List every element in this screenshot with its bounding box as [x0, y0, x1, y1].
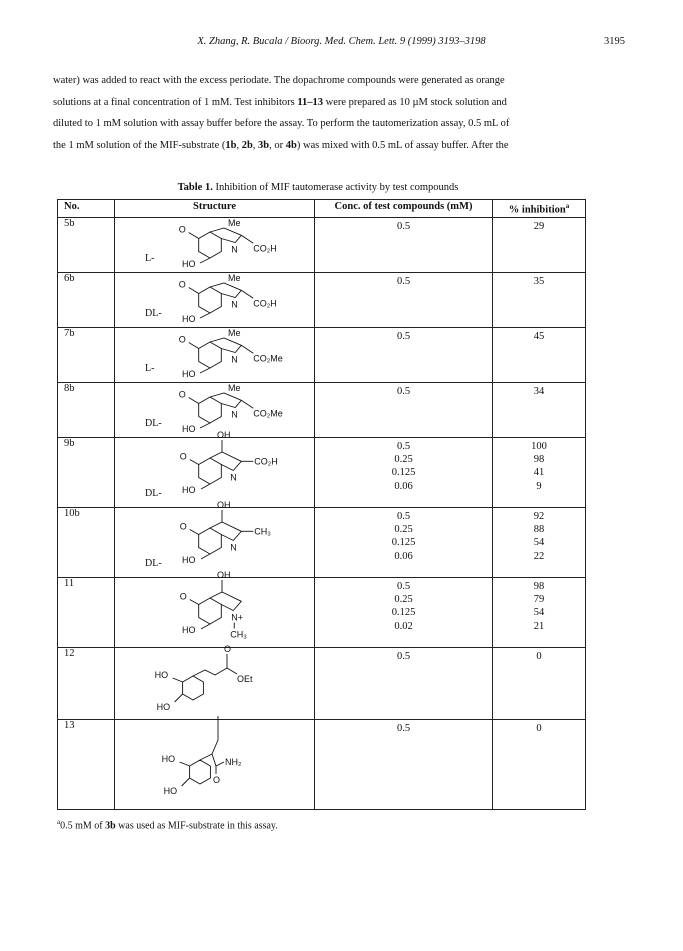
svg-text:Me: Me — [228, 382, 241, 393]
svg-text:O: O — [178, 279, 186, 289]
inhibition-value: 34 — [533, 385, 545, 397]
compound-number: 7b — [58, 327, 115, 382]
conc-value: 0.5 — [396, 510, 411, 522]
compound-structure — [115, 217, 315, 272]
inhibition-value: 21 — [533, 620, 545, 632]
structure-diagram — [115, 328, 313, 379]
compound-number: 6b — [58, 272, 115, 327]
svg-text:L-: L- — [145, 362, 155, 374]
svg-text:DL-: DL- — [145, 307, 162, 319]
svg-text:CO₂H: CO₂H — [254, 455, 278, 466]
inhibition-value: 98 — [533, 453, 545, 465]
structure-diagram — [115, 499, 313, 574]
compound-structure — [115, 499, 315, 577]
conc-value: 0.5 — [396, 580, 411, 592]
inhibition-cell — [493, 437, 586, 507]
inhibition-value: 0 — [536, 722, 542, 734]
col-header-inhibition: % inhibition$^a$ — [493, 200, 586, 218]
structure-diagram — [115, 383, 313, 434]
inhibition-value: 88 — [533, 523, 545, 535]
svg-text:HO: HO — [161, 753, 176, 764]
concentration-cell — [315, 647, 493, 719]
svg-text:HO: HO — [182, 368, 196, 379]
svg-text:CO₂H: CO₂H — [253, 242, 277, 253]
concentration-cell — [315, 719, 493, 809]
concentration-cell — [315, 437, 493, 507]
table-row — [58, 382, 586, 437]
conc-value: 0.5 — [396, 385, 411, 397]
table-header-row — [58, 200, 586, 218]
svg-text:N: N — [231, 299, 238, 309]
svg-text:O: O — [224, 643, 232, 654]
table-row — [58, 272, 586, 327]
svg-text:O: O — [179, 451, 187, 461]
inhibition-cell — [493, 577, 586, 647]
table-row — [58, 647, 586, 719]
svg-text:Me: Me — [228, 272, 241, 283]
inhibition-value: 54 — [533, 607, 545, 619]
svg-text:O: O — [213, 774, 221, 785]
svg-text:O: O — [179, 591, 187, 601]
concentration-cell — [315, 577, 493, 647]
table-caption: Table 1. Inhibition of MIF tautomerase activity by test compounds — [177, 182, 459, 193]
inhibition-value: 54 — [533, 537, 545, 549]
compound-number: 8b — [58, 382, 115, 437]
inhibition-value: 92 — [533, 510, 545, 522]
running-header — [0, 36, 683, 50]
compound-number: 10b — [58, 507, 115, 577]
inhibition-cell — [493, 647, 586, 719]
svg-text:N: N — [231, 409, 238, 419]
conc-value: 0.5 — [396, 650, 411, 662]
inhibition-value: 29 — [533, 220, 545, 232]
compound-structure — [115, 643, 315, 719]
svg-text:N: N — [231, 354, 238, 364]
structure-diagram — [115, 218, 313, 269]
col-header-conc: Conc. of test compounds (mM) — [315, 200, 493, 218]
conc-value: 0.25 — [394, 523, 413, 535]
table-footnote: $^a$0.5 mM of 3b was used as MIF-substrate in this assay. — [57, 818, 278, 832]
compound-structure — [115, 272, 315, 327]
svg-text:Me: Me — [228, 327, 241, 338]
compound-structure — [115, 327, 315, 382]
inhibition-cell — [493, 719, 586, 809]
page-number: 3195 — [604, 36, 625, 47]
conc-value: 0.06 — [394, 480, 413, 492]
svg-text:HO: HO — [182, 313, 196, 324]
svg-text:O: O — [178, 334, 186, 344]
svg-text:CO₂Me: CO₂Me — [253, 407, 283, 418]
table-row — [58, 577, 586, 647]
table-row — [58, 217, 586, 272]
concentration-cell — [315, 327, 493, 382]
compound-structure — [115, 569, 315, 647]
conc-value: 0.125 — [391, 607, 416, 619]
inhibition-value: 100 — [531, 440, 547, 452]
concentration-cell — [315, 507, 493, 577]
table-row — [58, 437, 586, 507]
svg-text:DL-: DL- — [145, 417, 162, 429]
inhibition-value: 35 — [533, 275, 545, 287]
svg-text:CH₃: CH₃ — [230, 629, 247, 639]
compound-number: 13 — [58, 719, 115, 809]
conc-value: 0.125 — [391, 467, 416, 479]
svg-text:N: N — [230, 472, 237, 482]
svg-text:DL-: DL- — [145, 487, 162, 499]
inhibition-value: 98 — [533, 580, 545, 592]
conc-value: 0.25 — [394, 593, 413, 605]
svg-text:OH: OH — [217, 429, 231, 440]
svg-text:HO: HO — [182, 484, 196, 495]
svg-text:OH: OH — [217, 569, 231, 580]
conc-value: 0.5 — [396, 220, 411, 232]
concentration-cell — [315, 272, 493, 327]
inhibition-value: 9 — [536, 480, 542, 492]
conc-value: 0.5 — [396, 275, 411, 287]
svg-text:HO: HO — [163, 785, 178, 796]
table-row — [58, 327, 586, 382]
svg-text:HO: HO — [182, 624, 196, 635]
inhibition-cell — [493, 327, 586, 382]
inhibition-value: 41 — [533, 467, 545, 479]
svg-text:DL-: DL- — [145, 557, 162, 569]
compound-structure — [115, 382, 315, 437]
col-header-structure: Structure — [115, 200, 315, 218]
svg-text:CO₂Me: CO₂Me — [253, 352, 283, 363]
svg-text:OH: OH — [217, 499, 231, 510]
inhibition-cell — [493, 507, 586, 577]
svg-text:N: N — [231, 244, 238, 254]
svg-text:CH₃: CH₃ — [254, 525, 271, 536]
conc-value: 0.5 — [396, 722, 411, 734]
structure-diagram — [115, 429, 313, 504]
compound-number: 12 — [58, 647, 115, 719]
svg-text:NH₂: NH₂ — [225, 756, 242, 767]
svg-text:N+: N+ — [231, 612, 244, 622]
svg-text:OEt: OEt — [237, 673, 253, 684]
svg-text:CO₂H: CO₂H — [253, 297, 277, 308]
body-line-3: diluted to 1 mM solution with assay buffer before the assay. To perform the tautomerization assay, 0.5 mL of — [53, 118, 510, 129]
structure-diagram — [115, 273, 313, 324]
compound-number: 5b — [58, 217, 115, 272]
svg-text:HO: HO — [154, 669, 169, 680]
conc-value: 0.02 — [394, 620, 413, 632]
svg-text:O: O — [179, 521, 187, 531]
conc-value: 0.5 — [396, 330, 411, 342]
inhibition-value: 79 — [533, 593, 545, 605]
inhibition-cell — [493, 217, 586, 272]
svg-text:HO: HO — [182, 554, 196, 565]
svg-text:HO: HO — [156, 701, 171, 712]
compound-structure — [115, 429, 315, 507]
svg-text:N: N — [230, 542, 237, 552]
conc-value: 0.125 — [391, 537, 416, 549]
table-row — [58, 507, 586, 577]
structure-diagram — [115, 569, 313, 644]
conc-value: 0.25 — [394, 453, 413, 465]
compound-number: 9b — [58, 437, 115, 507]
conc-value: 0.06 — [394, 550, 413, 562]
svg-text:O: O — [178, 389, 186, 399]
col-header-no: No. — [58, 200, 115, 218]
compound-structure — [115, 719, 315, 809]
svg-text:L-: L- — [145, 252, 155, 264]
svg-text:HO: HO — [182, 258, 196, 269]
inhibition-value: 0 — [536, 650, 542, 662]
body-line-4: the 1 mM solution of the MIF-substrate (1b, 2b, 3b, or 4b) was mixed with 0.5 mL of assay buffer. After the — [53, 139, 509, 151]
body-line-1: water) was added to react with the excess periodate. The dopachrome compounds were generated as orange — [53, 75, 505, 86]
structure-diagram — [115, 720, 313, 806]
inhibition-value: 22 — [533, 550, 545, 562]
journal-citation: X. Zhang, R. Bucala / Bioorg. Med. Chem. Lett. 9 (1999) 3193–3198 — [197, 36, 486, 47]
inhibition-cell — [493, 272, 586, 327]
inhibition-cell — [493, 382, 586, 437]
compound-number: 11 — [58, 577, 115, 647]
svg-text:Me: Me — [228, 217, 241, 228]
table-row — [58, 719, 586, 809]
body-line-2: solutions at a final concentration of 1 mM. Test inhibitors 11–13 were prepared as 10 µM stock solution and — [53, 96, 507, 108]
conc-value: 0.5 — [396, 440, 411, 452]
structure-diagram — [115, 643, 313, 716]
concentration-cell — [315, 382, 493, 437]
concentration-cell — [315, 217, 493, 272]
svg-text:O: O — [178, 224, 186, 234]
svg-text:HO: HO — [182, 423, 196, 434]
inhibition-table — [57, 199, 586, 810]
body-text — [53, 70, 583, 156]
inhibition-value: 45 — [533, 330, 545, 342]
